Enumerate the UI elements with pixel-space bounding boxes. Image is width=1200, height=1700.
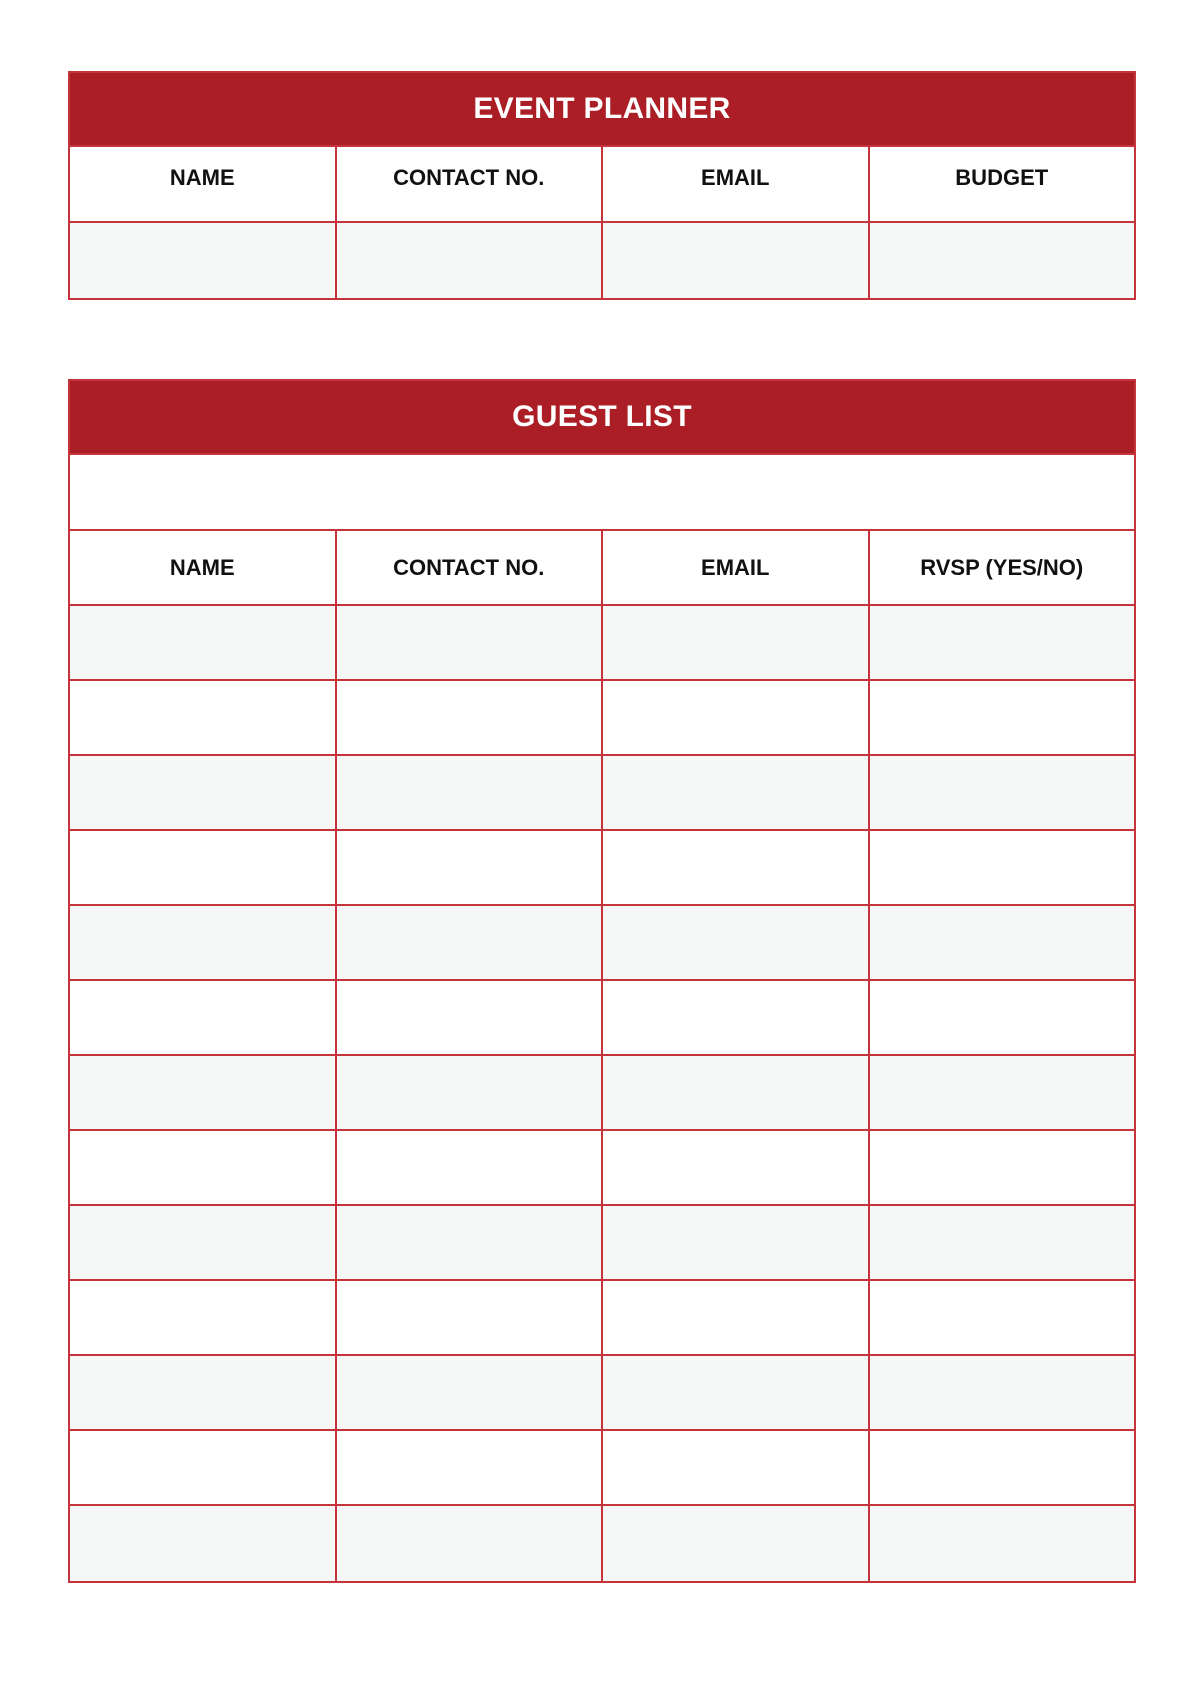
event-planner-header-row: [70, 147, 1134, 223]
email-cell[interactable]: [603, 1506, 870, 1581]
name-cell[interactable]: [70, 756, 337, 829]
contact-cell[interactable]: [337, 681, 604, 754]
table-row: [70, 756, 1134, 831]
email-cell[interactable]: [603, 1056, 870, 1129]
email-cell[interactable]: [603, 606, 870, 679]
name-cell[interactable]: [70, 223, 337, 298]
rsvp-cell[interactable]: [870, 981, 1135, 1054]
name-cell[interactable]: [70, 1506, 337, 1581]
rsvp-cell[interactable]: [870, 756, 1135, 829]
name-cell[interactable]: [70, 681, 337, 754]
rsvp-cell[interactable]: [870, 1506, 1135, 1581]
contact-cell[interactable]: [337, 1506, 604, 1581]
email-cell[interactable]: [603, 1206, 870, 1279]
rsvp-cell[interactable]: [870, 681, 1135, 754]
table-row: [70, 1431, 1134, 1506]
name-cell[interactable]: [70, 981, 337, 1054]
contact-cell[interactable]: [337, 223, 604, 298]
event-planner-title: EVENT PLANNER: [70, 73, 1134, 147]
table-row: [70, 906, 1134, 981]
rsvp-cell[interactable]: [870, 1056, 1135, 1129]
table-row: [70, 1506, 1134, 1581]
column-header-email: EMAIL: [603, 531, 870, 604]
name-cell[interactable]: [70, 1131, 337, 1204]
rsvp-cell[interactable]: [870, 906, 1135, 979]
table-row: [70, 1131, 1134, 1206]
contact-cell[interactable]: [337, 756, 604, 829]
contact-cell[interactable]: [337, 1131, 604, 1204]
table-row: [70, 681, 1134, 756]
rsvp-cell[interactable]: [870, 831, 1135, 904]
column-header-name: NAME: [70, 531, 337, 604]
email-cell[interactable]: [603, 1431, 870, 1504]
email-cell[interactable]: [603, 906, 870, 979]
budget-cell[interactable]: [870, 223, 1135, 298]
rsvp-cell[interactable]: [870, 1281, 1135, 1354]
name-cell[interactable]: [70, 1281, 337, 1354]
rsvp-cell[interactable]: [870, 606, 1135, 679]
table-row: [70, 606, 1134, 681]
table-row: [70, 831, 1134, 906]
email-cell[interactable]: [603, 223, 870, 298]
email-cell[interactable]: [603, 1131, 870, 1204]
table-row: [70, 981, 1134, 1056]
name-cell[interactable]: [70, 1431, 337, 1504]
guest-list-rows: [70, 606, 1134, 1581]
column-header-contact: CONTACT NO.: [337, 531, 604, 604]
contact-cell[interactable]: [337, 1281, 604, 1354]
column-header-name: NAME: [70, 147, 337, 221]
email-cell[interactable]: [603, 1356, 870, 1429]
guest-list-header-row: [70, 531, 1134, 606]
name-cell[interactable]: [70, 1356, 337, 1429]
table-row: [70, 1056, 1134, 1131]
name-cell[interactable]: [70, 831, 337, 904]
guest-list-blank-band[interactable]: [70, 455, 1134, 531]
email-cell[interactable]: [603, 1281, 870, 1354]
contact-cell[interactable]: [337, 831, 604, 904]
table-row: [70, 1356, 1134, 1431]
column-header-contact: CONTACT NO.: [337, 147, 604, 221]
column-header-email: EMAIL: [603, 147, 870, 221]
contact-cell[interactable]: [337, 1206, 604, 1279]
rsvp-cell[interactable]: [870, 1356, 1135, 1429]
contact-cell[interactable]: [337, 1431, 604, 1504]
column-header-budget: BUDGET: [870, 147, 1135, 221]
column-header-rsvp: RVSP (YES/NO): [870, 531, 1135, 604]
name-cell[interactable]: [70, 1056, 337, 1129]
table-row: [70, 1281, 1134, 1356]
email-cell[interactable]: [603, 981, 870, 1054]
guest-list-title: GUEST LIST: [70, 381, 1134, 455]
email-cell[interactable]: [603, 756, 870, 829]
email-cell[interactable]: [603, 831, 870, 904]
name-cell[interactable]: [70, 1206, 337, 1279]
email-cell[interactable]: [603, 681, 870, 754]
contact-cell[interactable]: [337, 1356, 604, 1429]
contact-cell[interactable]: [337, 1056, 604, 1129]
contact-cell[interactable]: [337, 606, 604, 679]
rsvp-cell[interactable]: [870, 1131, 1135, 1204]
contact-cell[interactable]: [337, 981, 604, 1054]
event-planner-table: [68, 71, 1136, 300]
guest-list-table: [68, 379, 1136, 1583]
name-cell[interactable]: [70, 906, 337, 979]
rsvp-cell[interactable]: [870, 1206, 1135, 1279]
rsvp-cell[interactable]: [870, 1431, 1135, 1504]
table-row: [70, 223, 1134, 298]
name-cell[interactable]: [70, 606, 337, 679]
contact-cell[interactable]: [337, 906, 604, 979]
table-row: [70, 1206, 1134, 1281]
